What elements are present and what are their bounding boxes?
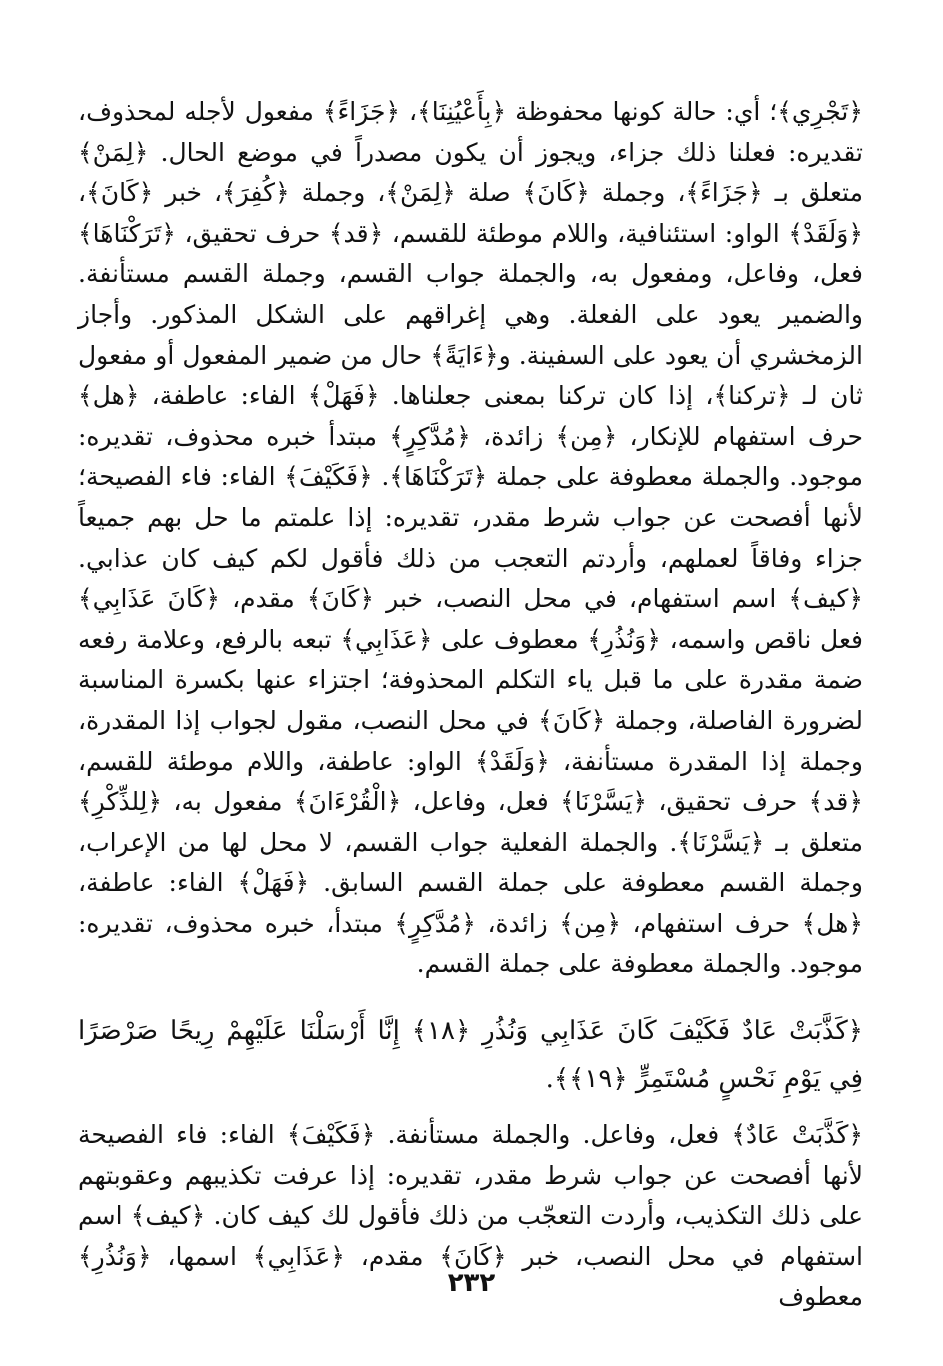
commentary-paragraph: ﴿تَجْرِي﴾؛ أي: حالة كونها محفوظة ﴿بِأَعْيُنِنَا﴾، ﴿جَزَاءً﴾ مفعول لأجله لمحذوف، تقديره: فعلنا ذلك جزاء، ويجوز أن يكون مصدراً في موضع الحال. ﴿لِمَنْ﴾ متعلق بـ ﴿جَزَاءً﴾، وجملة ﴿كَانَ﴾ صلة ﴿لِمَنْ﴾، وجملة ﴿كُفِرَ﴾، خبر ﴿كَانَ﴾، ﴿وَلَقَدْ﴾ الواو: استئنافية، واللام موطئة للقسم، ﴿قد﴾ حرف تحقيق، ﴿تَرَكْنَاهَا﴾ فعل، وفاعل، ومفعول به، والجملة جواب القسم، وجملة القسم مستأنفة. والضمير يعود على الفعلة. وهي إغراقهم على الشكل المذكور. وأجاز الزمخشري أن يعود على السفينة. و﴿ءَايَةً﴾ حال من ضمير المفعول أو مفعول ثان لـ ﴿تركنا﴾، إذا كان تركنا بمعنى جعلناها. ﴿فَهَلْ﴾ الفاء: عاطفة، ﴿هل﴾ حرف استفهام للإنكار، ﴿مِن﴾ زائدة، ﴿مُدَّكِرٍ﴾ مبتدأ خبره محذوف، تقديره: موجود. والجملة معطوفة على جملة ﴿تَرَكْنَاهَا﴾. ﴿فَكَيْفَ﴾ الفاء: فاء الفصيحة؛ لأنها أفصحت عن جواب شرط مقدر، تقديره: إذا علمتم ما حل بهم جميعاً جزاء وفاقاً لعملهم، وأردتم التعجب من ذلك فأقول لكم كيف كان عذابي. ﴿كيف﴾ اسم استفهام، في محل النصب، خبر ﴿كَانَ﴾ مقدم، ﴿كَانَ عَذَابِي﴾ فعل ناقص واسمه، ﴿وَنُذُرِ﴾ معطوف على ﴿عَذَابِي﴾ تبعه بالرفع، وعلامة رفعه ضمة مقدرة على ما قبل ياء التكلم المحذوفة؛ اجتزاء عنها بكسرة المناسبة لضرورة الفاصلة، وجملة ﴿كَانَ﴾ في محل النصب، مقول لجواب إذا المقدرة، وجملة إذا المقدرة مستأنفة، ﴿وَلَقَدْ﴾ الواو: عاطفة، واللام موطئة للقسم، ﴿قد﴾ حرف تحقيق، ﴿يَسَّرْنَا﴾ فعل، وفاعل، ﴿الْقُرْءَانَ﴾ مفعول به، ﴿لِلذِّكْرِ﴾ متعلق بـ ﴿يَسَّرْنَا﴾. والجملة الفعلية جواب القسم، لا محل لها من الإعراب، وجملة القسم معطوفة على جملة القسم السابق. ﴿فَهَلْ﴾ الفاء: عاطفة، ﴿هل﴾ حرف استفهام، ﴿مِن﴾ زائدة، ﴿مُدَّكِرٍ﴾ مبتدأ، خبره محذوف، تقديره: موجود. والجملة معطوفة على جملة القسم. — [78, 97, 863, 979]
commentary-paragraph-continued: ﴿كَذَّبَتْ عَادٌ﴾ فعل، وفاعل. والجملة مستأنفة. ﴿فَكَيْفَ﴾ الفاء: فاء الفصيحة لأنها أفصحت عن جواب شرط مقدر، تقديره: إذا عرفت تكذيبهم وعقوبتهم على ذلك التكذيب، وأردت التعجّب من ذلك فأقول لك كيف كان. ﴿كيف﴾ اسم استفهام في محل النصب، خبر ﴿كَانَ﴾ مقدم، ﴿عَذَابِي﴾ اسمها، ﴿وَنُذُرِ﴾ معطوف — [78, 1120, 863, 1312]
page-number: ٢٣٢ — [447, 1268, 496, 1298]
quran-verse: ﴿كَذَّبَتْ عَادٌ فَكَيْفَ كَانَ عَذَابِي وَنُذُرِ ﴿١٨﴾ إِنَّا أَرْسَلْنَا عَلَيْهِمْ رِيحًا صَرْصَرًا فِي يَوْمِ نَحْسٍ مُسْتَمِرٍّ ﴿١٩﴾﴾. — [78, 1016, 864, 1095]
